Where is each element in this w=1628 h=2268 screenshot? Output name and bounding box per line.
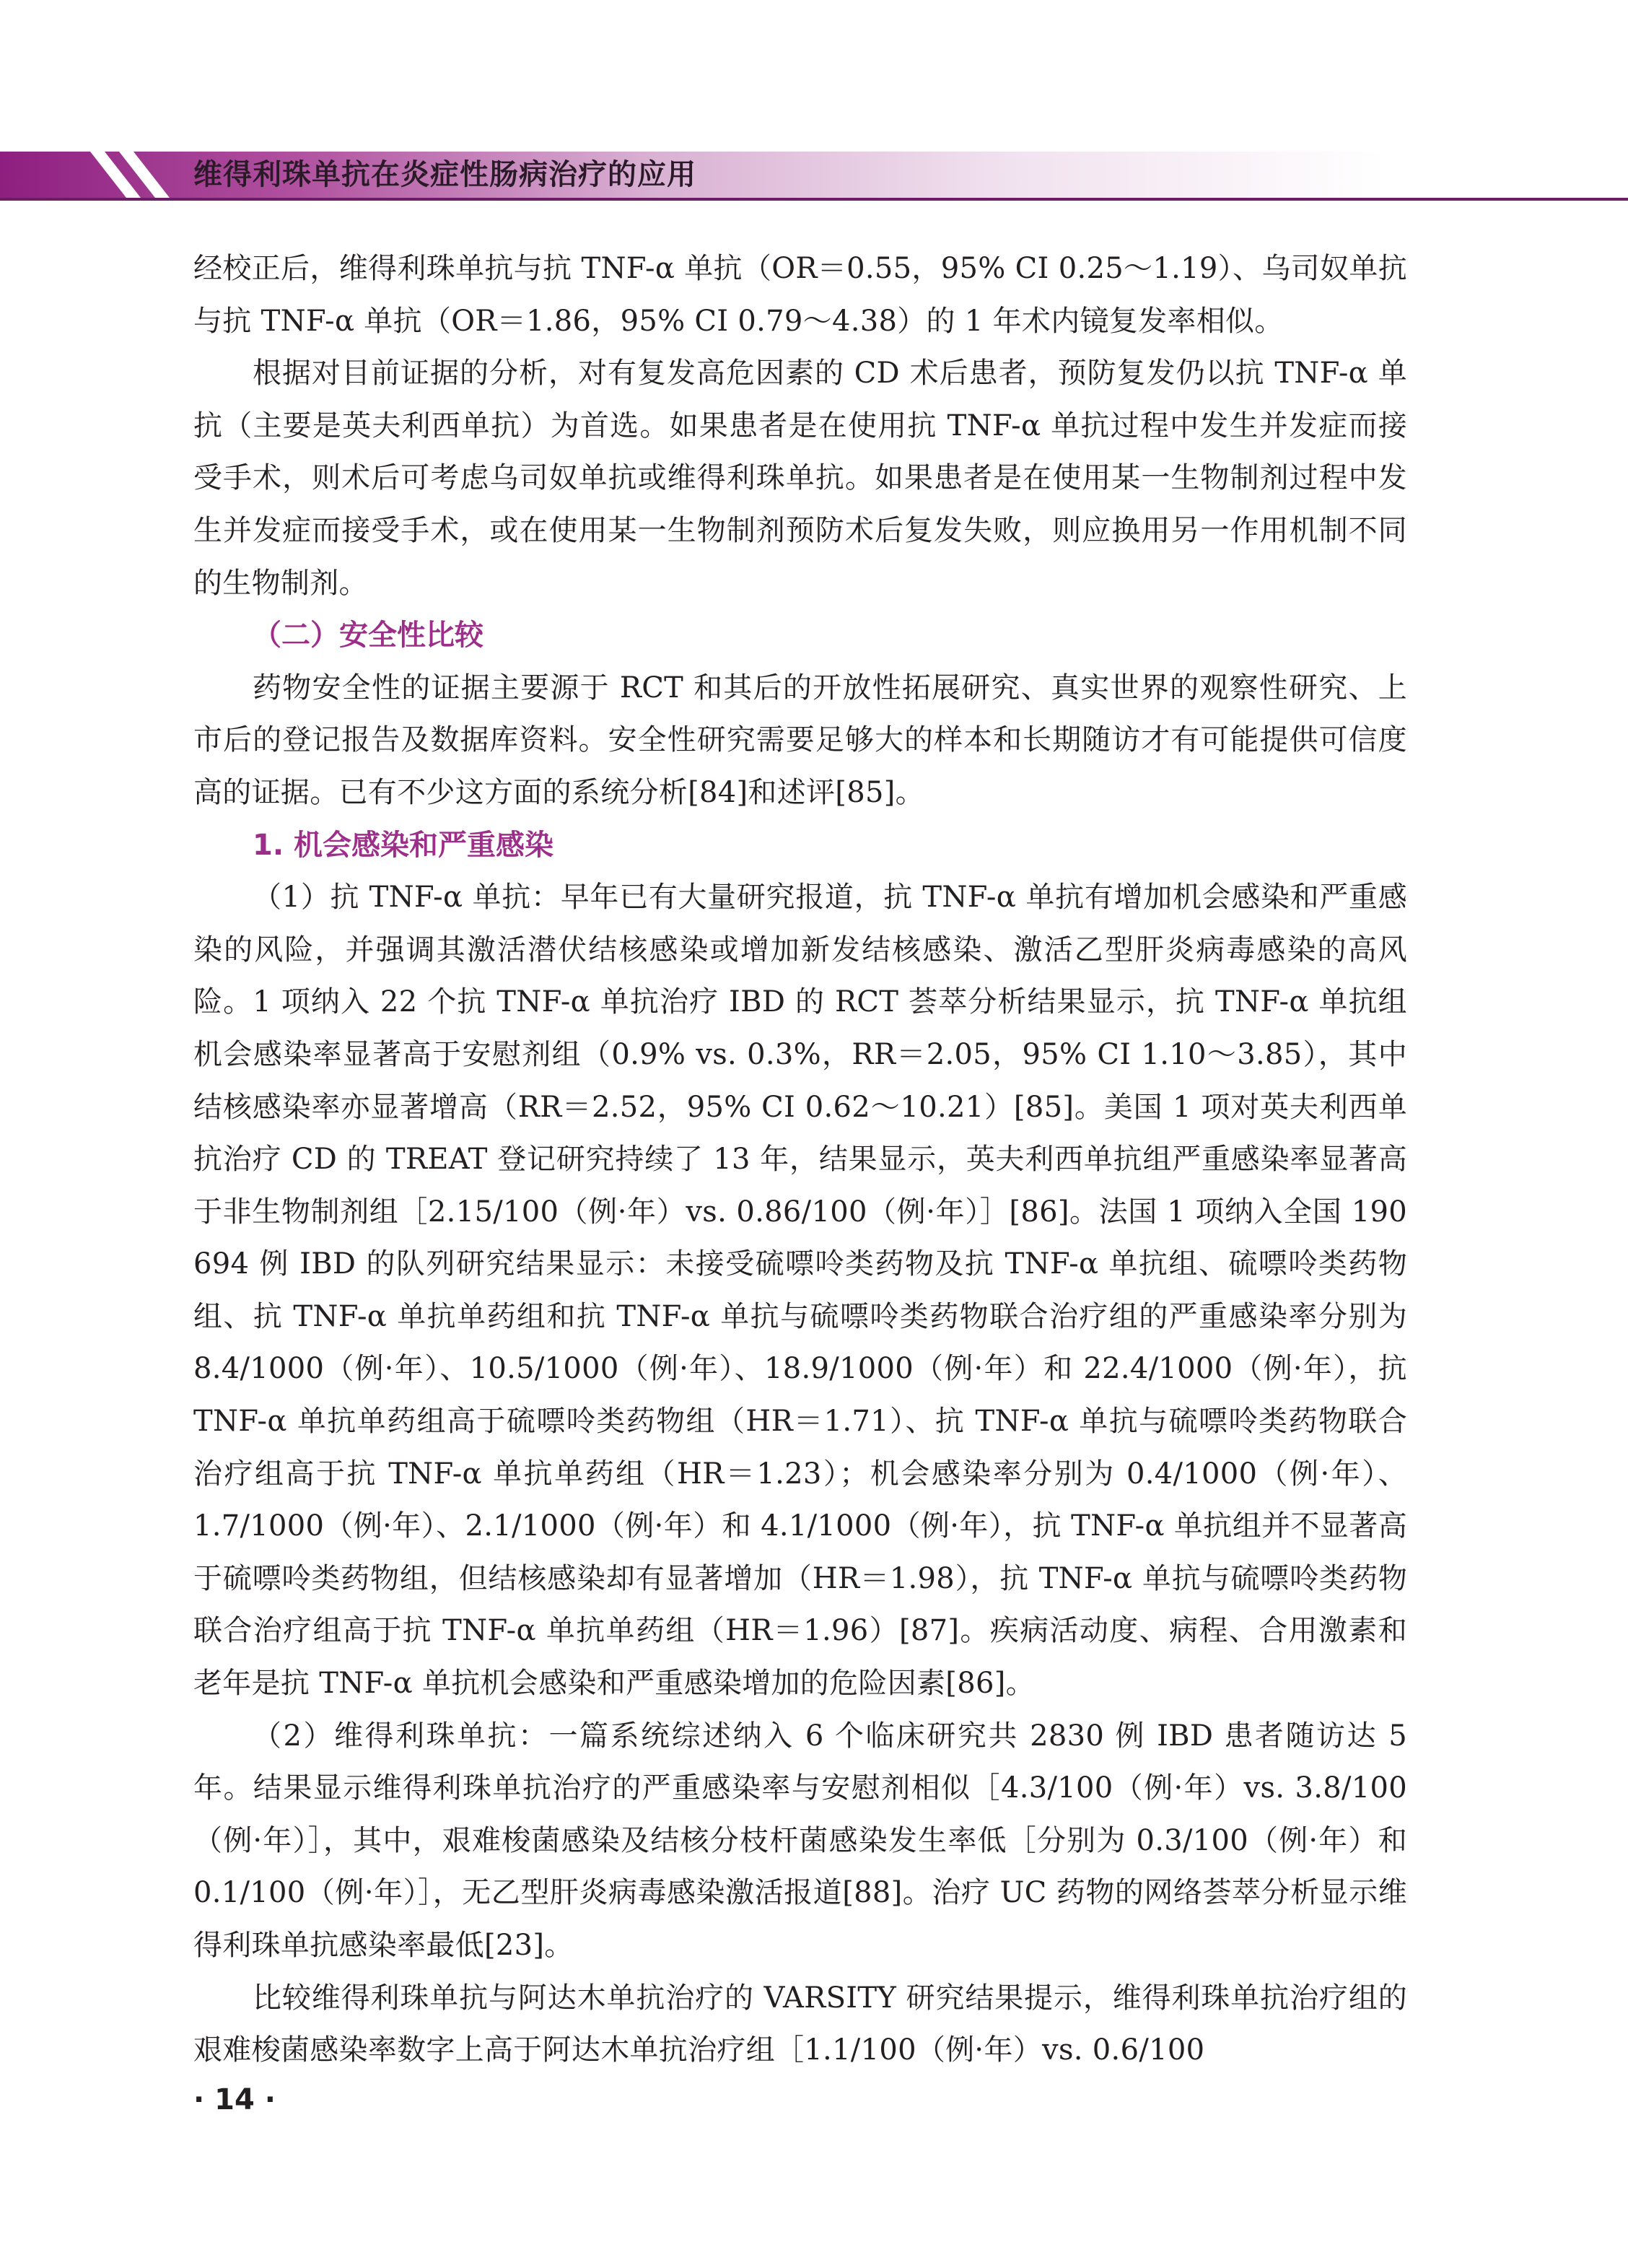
- paragraph-6: 比较维得利珠单抗与阿达木单抗治疗的 VARSITY 研究结果提示，维得利珠单抗治疗组的艰难梭菌感染率数字上高于阿达木单抗治疗组［1.1/100（例·年）vs. 0.6/100: [193, 1981, 1407, 2067]
- paragraph-2: 根据对目前证据的分析，对有复发高危因素的 CD 术后患者，预防复发仍以抗 TNF-α 单抗（主要是英夫利西单抗）为首选。如果患者是在使用抗 TNF-α 单抗过程中发生并发症而接受手术，则术后可考虑乌司奴单抗或维得利珠单抗。如果患者是在使用某一生物制剂过程中发生并发症而接受手术，或在使用某一生物制剂预防术后复发失败，则应换用另一作用机制不同的生物制剂。: [193, 357, 1407, 600]
- paragraph-1: 经校正后，维得利珠单抗与抗 TNF-α 单抗（OR＝0.55，95% CI 0.25～1.19）、乌司奴单抗与抗 TNF-α 单抗（OR＝1.86，95% CI 0.79～4.38）的 1 年术内镜复发率相似。: [193, 252, 1407, 338]
- page-number: · 14 ·: [193, 2083, 276, 2116]
- paragraph-3: 药物安全性的证据主要源于 RCT 和其后的开放性拓展研究、真实世界的观察性研究、上市后的登记报告及数据库资料。安全性研究需要足够大的样本和长期随访才有可能提供可信度高的证据。已有不少这方面的系统分析[84]和述评[85]。: [193, 671, 1407, 809]
- paragraph-5: （2）维得利珠单抗：一篇系统综述纳入 6 个临床研究共 2830 例 IBD 患者随访达 5 年。结果显示维得利珠单抗治疗的严重感染率与安慰剂相似［4.3/100（例·年）vs. 3.8/100（例·年）］，其中，艰难梭菌感染及结核分枝杆菌感染发生率低［分别为 0.3/100（例·年）和 0.1/100（例·年）］，无乙型肝炎病毒感染激活报道[88]。治疗 UC 药物的网络荟萃分析显示维得利珠单抗感染率最低[23]。: [193, 1719, 1407, 1962]
- paragraph-4: （1）抗 TNF-α 单抗：早年已有大量研究报道，抗 TNF-α 单抗有增加机会感染和严重感染的风险，并强调其激活潜伏结核感染或增加新发结核感染、激活乙型肝炎病毒感染的高风险。1 项纳入 22 个抗 TNF-α 单抗治疗 IBD 的 RCT 荟萃分析结果显示，抗 TNF-α 单抗组机会感染率显著高于安慰剂组（0.9% vs. 0.3%，RR＝2.05，95% CI 1.10～3.85），其中结核感染率亦显著增高（RR＝2.52，95% CI 0.62～10.21）[85]。美国 1 项对英夫利西单抗治疗 CD 的 TREAT 登记研究持续了 13 年，结果显示，英夫利西单抗组严重感染率显著高于非生物制剂组［2.15/100（例·年）vs. 0.86/100（例·年）］[86]。法国 1 项纳入全国 190 694 例 IBD 的队列研究结果显示：未接受硫嘌呤类药物及抗 TNF-α 单抗组、硫嘌呤类药物组、抗 TNF-α 单抗单药组和抗 TNF-α 单抗与硫嘌呤类药物联合治疗组的严重感染率分别为 8.4/1000（例·年）、10.5/1000（例·年）、18.9/1000（例·年）和 22.4/1000（例·年），抗 TNF-α 单抗单药组高于硫嘌呤类药物组（HR＝1.71）、抗 TNF-α 单抗与硫嘌呤类药物联合治疗组高于抗 TNF-α 单抗单药组（HR＝1.23）；机会感染率分别为 0.4/1000（例·年）、1.7/1000（例·年）、2.1/1000（例·年）和 4.1/1000（例·年），抗 TNF-α 单抗组并不显著高于硫嘌呤类药物组，但结核感染却有显著增加（HR＝1.98），抗 TNF-α 单抗与硫嘌呤类药物联合治疗组高于抗 TNF-α 单抗单药组（HR＝1.96）[87]。疾病活动度、病程、合用激素和老年是抗 TNF-α 单抗机会感染和严重感染增加的危险因素[86]。: [193, 881, 1407, 1701]
- header-rule: [0, 198, 1628, 201]
- page-body: [193, 243, 1407, 2077]
- running-header: [0, 0, 1628, 209]
- subsection-heading-infection: 1. 机会感染和严重感染: [253, 828, 553, 862]
- section-heading-safety: （二）安全性比较: [253, 619, 483, 653]
- header-title: 维得利珠单抗在炎症性肠病治疗的应用: [193, 158, 696, 191]
